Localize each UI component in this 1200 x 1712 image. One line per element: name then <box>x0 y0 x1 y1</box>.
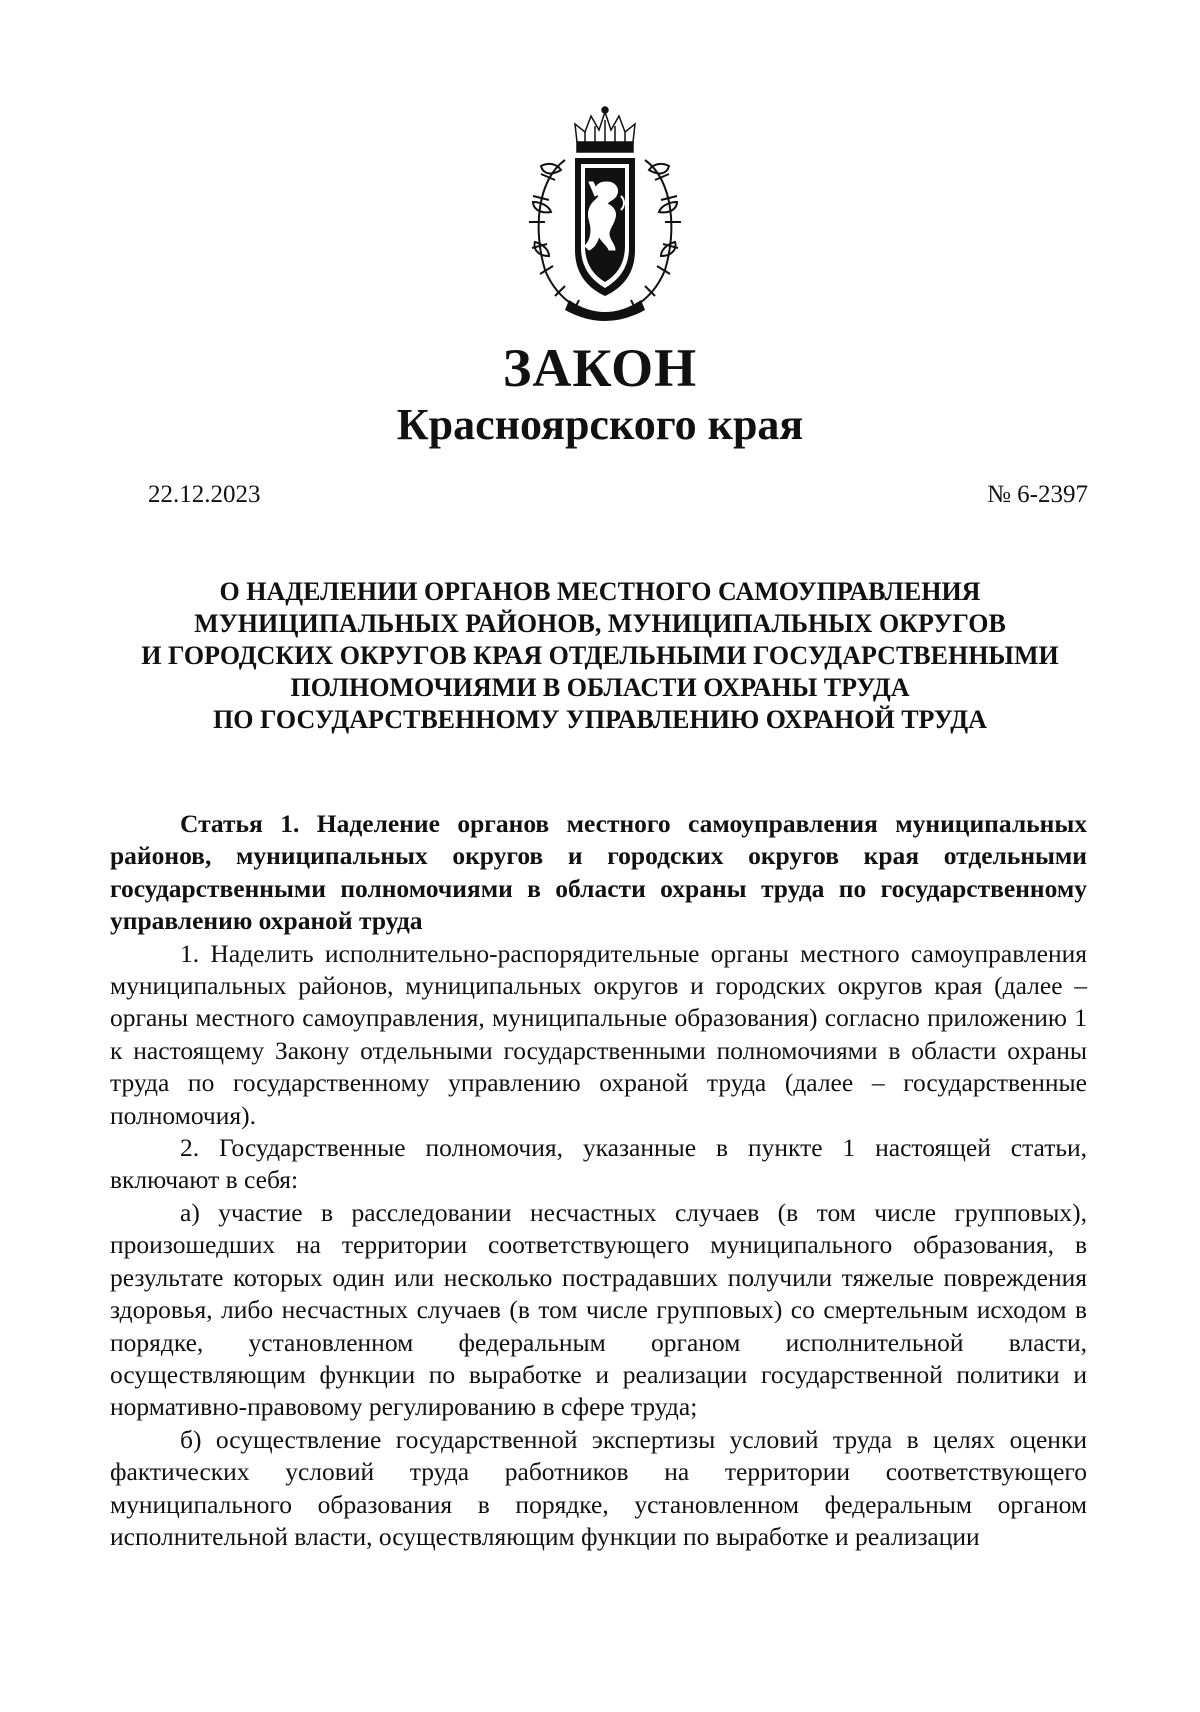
document-heading <box>100 576 1100 736</box>
document-body <box>110 808 1087 1553</box>
law-title: ЗАКОН <box>502 338 698 398</box>
heading-line: ПО ГОСУДАРСТВЕННОМУ УПРАВЛЕНИЮ ОХРАНОЙ ТРУДА <box>213 705 987 734</box>
paragraph: 1. Наделить исполнительно-распорядительные органы местного самоуправления муниципальных районов, муниципальных округов и городских округов края (далее – органы местного самоуправления, муниципальные образования) согласно приложению 1 к настоящему Закону отдельными государственными полномочиями в области охраны труда по государственному управлению охраной труда (далее – государственные полномочия). <box>110 938 1087 1130</box>
law-meta <box>148 480 1088 510</box>
heading-line: МУНИЦИПАЛЬНЫХ РАЙОНОВ, МУНИЦИПАЛЬНЫХ ОКРУГОВ <box>194 609 1006 638</box>
law-date: 22.12.2023 <box>148 481 261 508</box>
paragraph: 2. Государственные полномочия, указанные в пункте 1 настоящей статьи, включают в себя: <box>110 1133 1087 1195</box>
law-number: № 6-2397 <box>987 481 1088 508</box>
heading-line: ПОЛНОМОЧИЯМИ В ОБЛАСТИ ОХРАНЫ ТРУДА <box>290 673 910 702</box>
coat-of-arms-icon <box>525 100 685 330</box>
article-heading: Статья 1. Наделение органов местного самоуправления муниципальных районов, муниципальных округов и городских округов края отдельными государственными полномочиями в области охраны труда по государственному управлению охраной труда <box>110 809 1087 936</box>
heading-line: И ГОРОДСКИХ ОКРУГОВ КРАЯ ОТДЕЛЬНЫМИ ГОСУДАРСТВЕННЫМИ <box>141 641 1059 670</box>
paragraph: б) осуществление государственной экспертизы условий труда в целях оценки фактических условий труда работников на территории соответствующего муниципального образования в порядке, установленном федеральным органом исполнительной власти, осуществляющим функции по выработке и реализации <box>110 1424 1087 1551</box>
paragraph: а) участие в расследовании несчастных случаев (в том числе групповых), произошедших на территории соответствующего муниципального образования, в результате которых один или несколько пострадавших получили тяжелые повреждения здоровья, либо несчастных случаев (в том числе групповых) со смертельным исходом в порядке, установленном федеральным органом исполнительной власти, осуществляющим функции по выработке и реализации государственной политики и нормативно-правовому регулированию в сфере труда; <box>110 1197 1087 1422</box>
law-region: Красноярского края <box>396 400 804 449</box>
heading-line: О НАДЕЛЕНИИ ОРГАНОВ МЕСТНОГО САМОУПРАВЛЕНИЯ <box>219 577 981 606</box>
